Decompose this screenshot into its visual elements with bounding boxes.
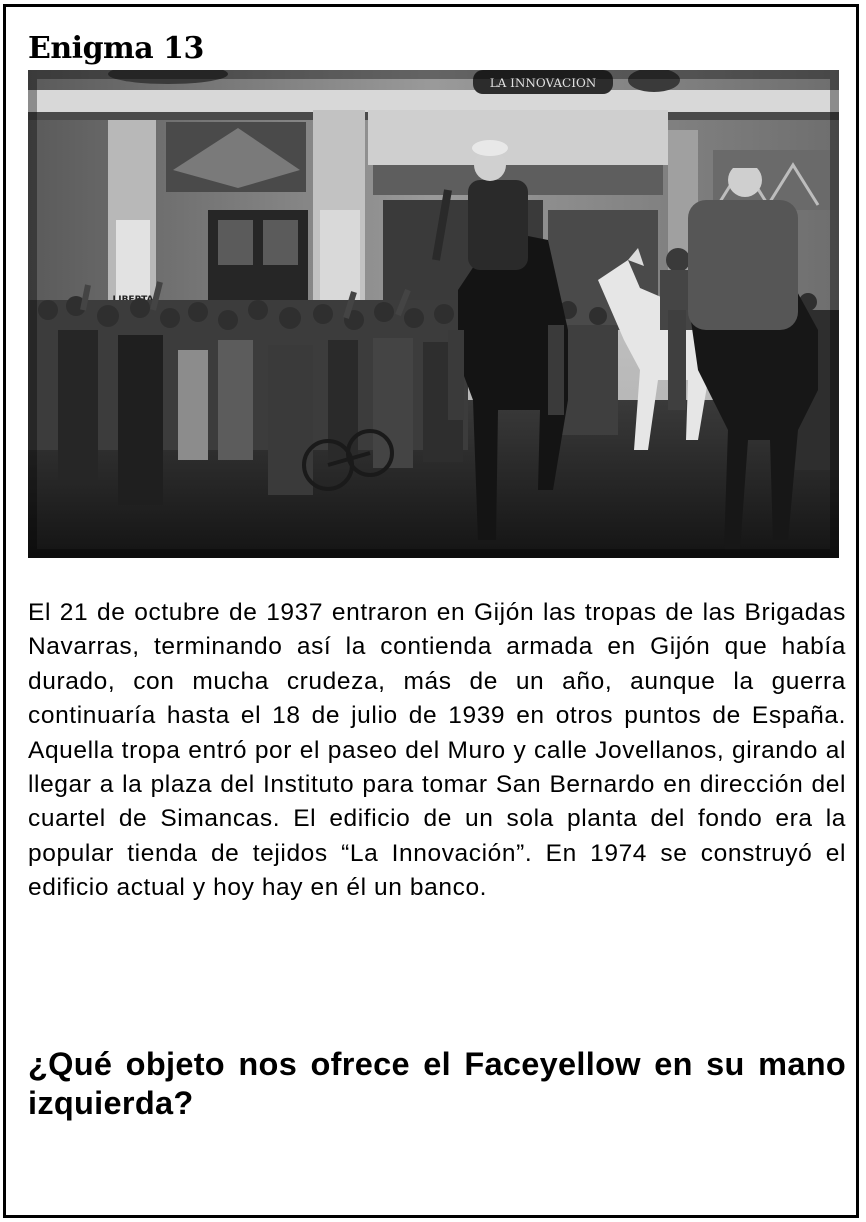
page-title: Enigma 13	[28, 31, 204, 66]
history-paragraph: El 21 de octubre de 1937 entraron en Gijón las tropas de las Brigadas Navarras, terminando así la contienda armada en Gijón que había durado, con mucha crudeza, más de un año, aunque la guerra continuaría hasta el 18 de julio de 1939 en otros puntos de España. Aquella tropa entró por el paseo del Muro y calle Jovellanos, girando al llegar a la plaza del Instituto para tomar San Bernardo en dirección del cuartel de Simancas. El edificio de un sola planta del fondo era la popular tienda de tejidos “La Innovación”. En 1974 se construyó el edificio actual y hoy hay en él un banco.	[28, 599, 846, 902]
shop-sign-text: LA INNOVACION	[489, 76, 597, 90]
photo-illustration	[28, 70, 839, 558]
historical-photo	[28, 70, 839, 558]
enigma-question: ¿Qué objeto nos ofrece el Faceyellow en su mano izquierda?	[28, 1046, 846, 1121]
page-frame	[3, 4, 859, 1218]
